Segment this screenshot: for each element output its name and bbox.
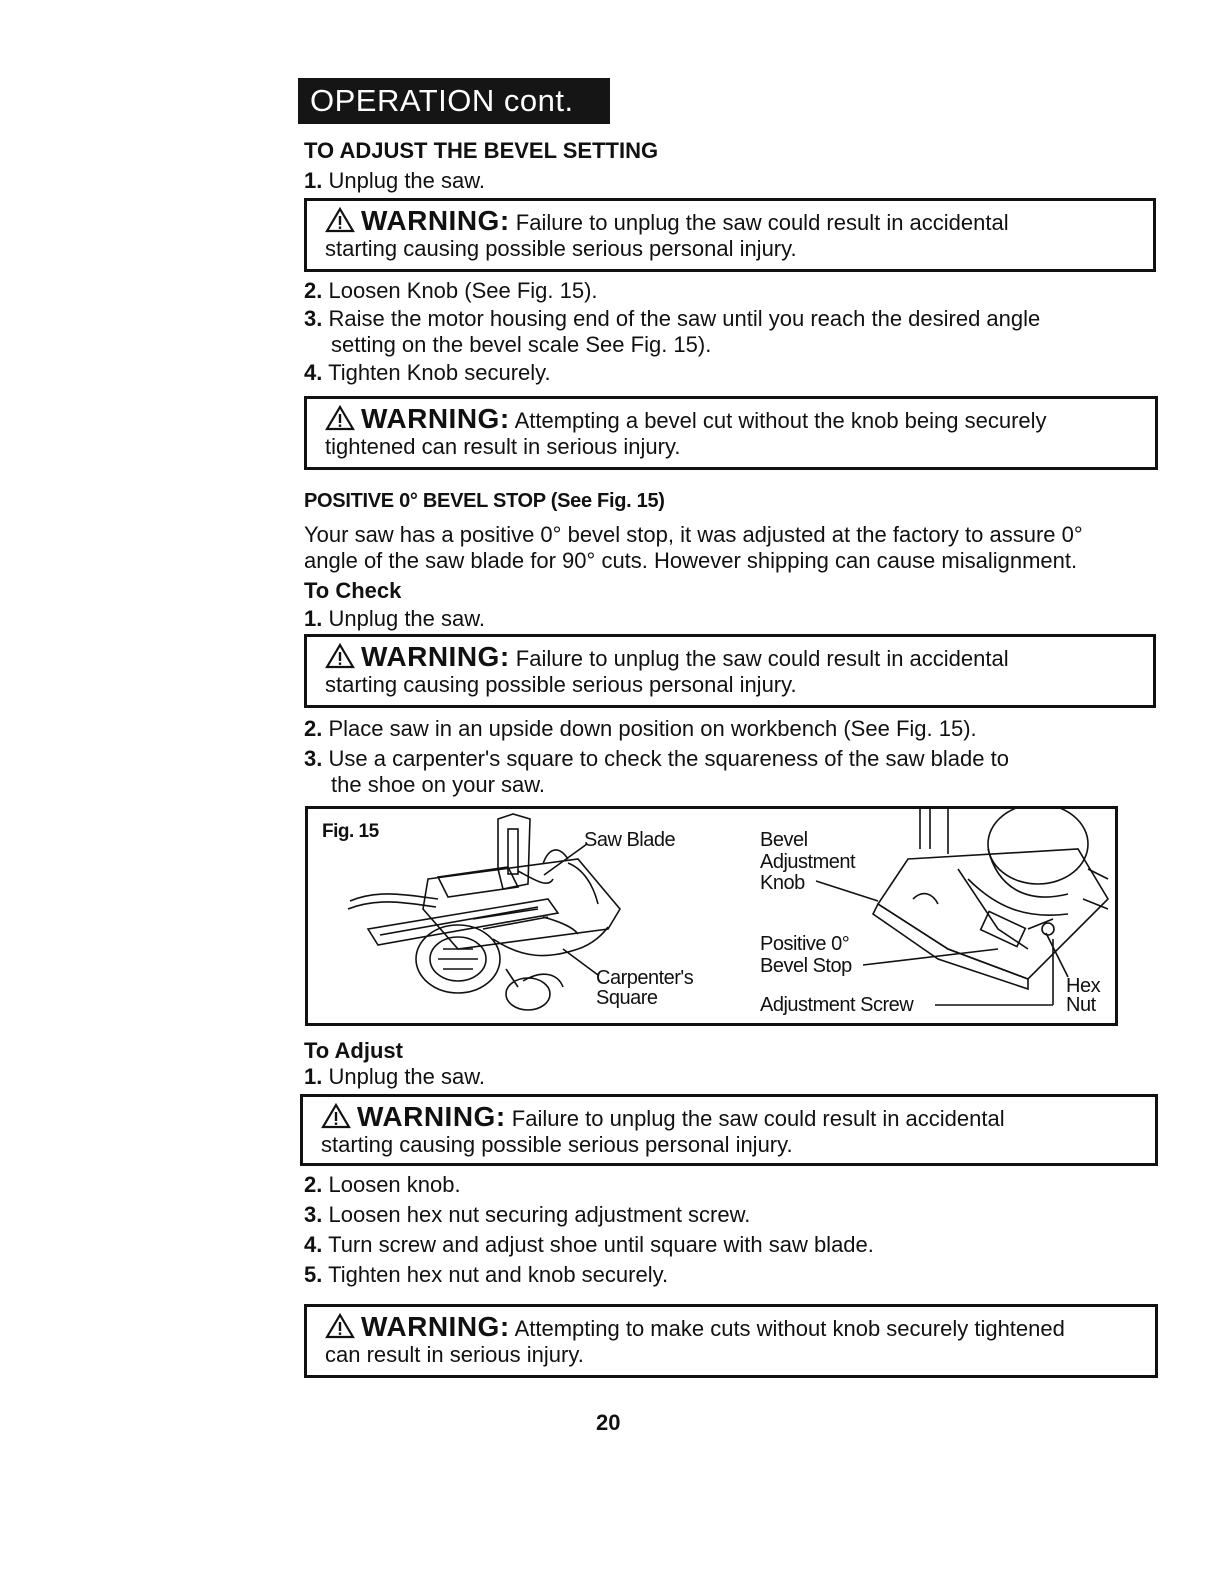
adjust-step-2: 2. Loosen knob.: [304, 1172, 461, 1197]
paragraph-line-2: angle of the saw blade for 90° cuts. However shipping can cause misalignment.: [304, 548, 1078, 573]
warning-label: WARNING:: [357, 1101, 506, 1132]
warning-text: Failure to unplug the saw could result in accidental: [515, 646, 1009, 671]
step-3-cont: setting on the bevel scale See Fig. 15).: [331, 332, 712, 357]
adjust-step-3: 3. Loosen hex nut securing adjustment screw.: [304, 1202, 751, 1227]
label-carpenters-square-1: Carpenter's: [596, 967, 694, 989]
warning-text-2: can result in serious injury.: [325, 1342, 584, 1367]
warning-label: WARNING:: [361, 205, 510, 236]
warning-text: Failure to unplug the saw could result in accidental: [511, 1106, 1005, 1131]
step-4: 4. Tighten Knob securely.: [304, 360, 551, 385]
step-3: 3. Raise the motor housing end of the saw until you reach the desired angle: [304, 306, 1041, 331]
label-bevel-2: Adjustment: [760, 851, 856, 873]
warning-box: [304, 198, 1156, 272]
paragraph-line-1: Your saw has a positive 0° bevel stop, it was adjusted at the factory to assure 0°: [304, 522, 1083, 547]
subheading-to-check: To Check: [304, 578, 402, 603]
warning-text: Attempting to make cuts without knob securely tightened: [514, 1316, 1065, 1341]
step-2: 2. Loosen Knob (See Fig. 15).: [304, 278, 598, 303]
warning-text-2: starting causing possible serious personal injury.: [321, 1132, 793, 1157]
check-step-3: 3. Use a carpenter's square to check the squareness of the saw blade to: [304, 746, 1009, 771]
label-positive-1: Positive 0°: [760, 933, 850, 955]
warning-text: Attempting a bevel cut without the knob being securely: [514, 408, 1047, 433]
label-bevel-3: Knob: [760, 872, 805, 894]
warning-label: WARNING:: [361, 641, 510, 672]
check-step-1: 1. Unplug the saw.: [304, 606, 486, 631]
label-nut: Nut: [1066, 994, 1096, 1016]
check-step-2: 2. Place saw in an upside down position on workbench (See Fig. 15).: [304, 716, 977, 741]
subheading-to-adjust: To Adjust: [304, 1038, 403, 1063]
adjust-step-4: 4. Turn screw and adjust shoe until square with saw blade.: [304, 1232, 874, 1257]
warning-triangle-icon: [325, 643, 355, 669]
section-title-bevel-setting: TO ADJUST THE BEVEL SETTING: [304, 138, 659, 163]
check-step-3-cont: the shoe on your saw.: [331, 772, 546, 797]
figure-15: [305, 806, 1118, 1026]
figure-title: Fig. 15: [322, 821, 379, 842]
section-title-positive-bevel-stop: POSITIVE 0° BEVEL STOP (See Fig. 15): [304, 490, 665, 512]
warning-box: [304, 634, 1156, 708]
warning-box: [300, 1094, 1158, 1166]
page-number: 20: [596, 1410, 621, 1435]
adjust-step-1: 1. Unplug the saw.: [304, 1064, 486, 1089]
warning-label: WARNING:: [361, 1311, 510, 1342]
warning-triangle-icon: [325, 1313, 355, 1339]
label-carpenters-square-2: Square: [596, 987, 658, 1009]
label-positive-2: Bevel Stop: [760, 955, 852, 977]
warning-text-2: tightened can result in serious injury.: [325, 434, 681, 459]
warning-text-2: starting causing possible serious personal injury.: [325, 672, 797, 697]
warning-box: [304, 1304, 1158, 1378]
warning-triangle-icon: [321, 1103, 351, 1129]
label-bevel-1: Bevel: [760, 829, 808, 851]
warning-box: [304, 396, 1158, 470]
section-banner: OPERATION cont.: [298, 78, 610, 124]
warning-text-2: starting causing possible serious personal injury.: [325, 236, 797, 261]
step-1: 1. Unplug the saw.: [304, 168, 486, 193]
label-saw-blade: Saw Blade: [584, 829, 676, 851]
label-adjustment-screw: Adjustment Screw: [760, 994, 914, 1016]
label-hex: Hex: [1066, 975, 1101, 997]
warning-triangle-icon: [325, 207, 355, 233]
warning-text: Failure to unplug the saw could result in accidental: [515, 210, 1009, 235]
figure-illustration: [308, 809, 1115, 1023]
adjust-step-5: 5. Tighten hex nut and knob securely.: [304, 1262, 669, 1287]
warning-triangle-icon: [325, 405, 355, 431]
warning-label: WARNING:: [361, 403, 510, 434]
